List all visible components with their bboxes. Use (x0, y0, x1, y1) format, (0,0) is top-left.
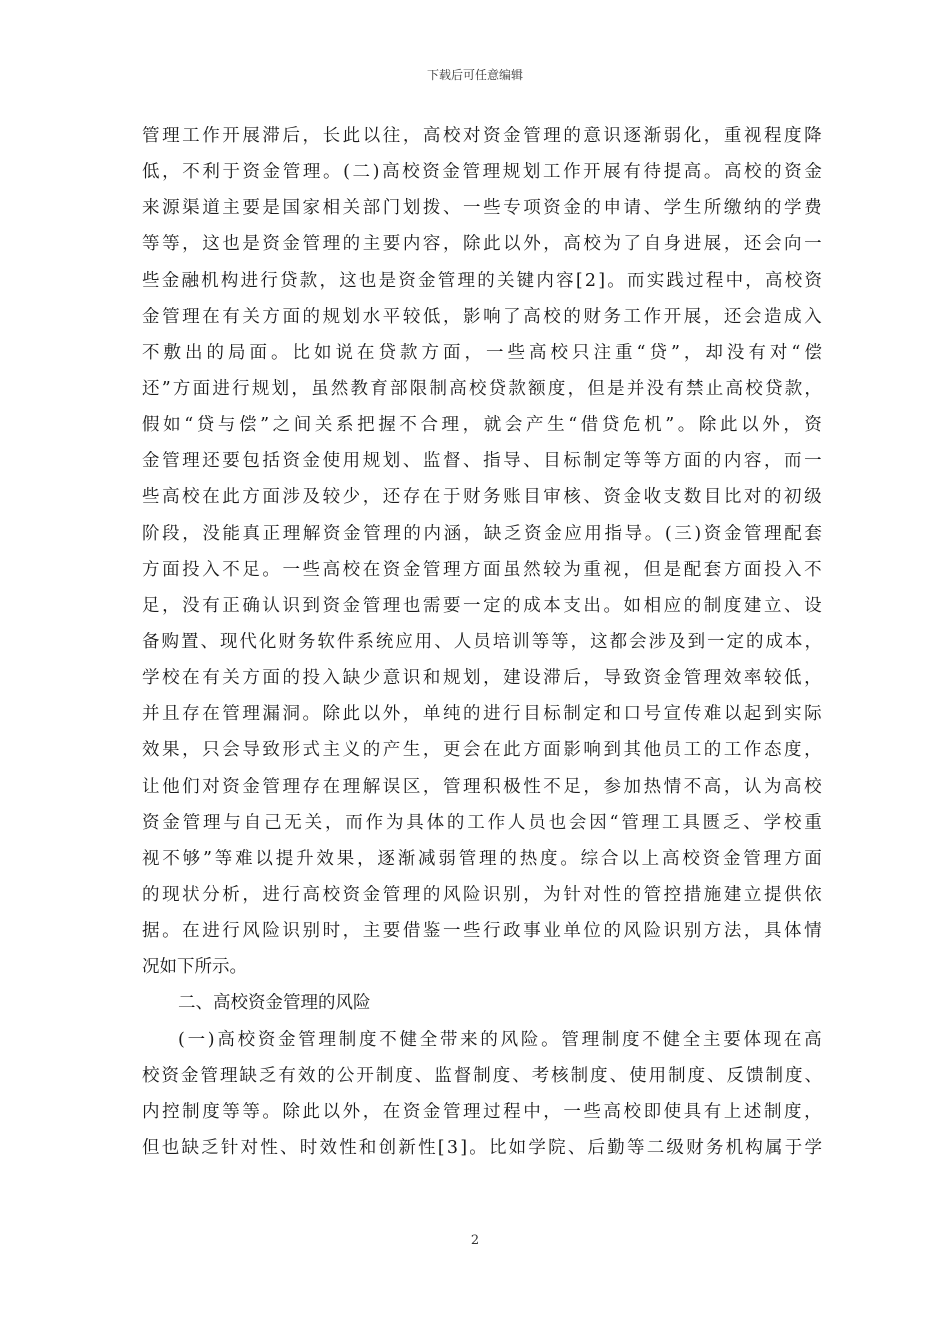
text-line: 些 高 校 在 此 方 面 涉 及 较 少 ， 还 存 在 于 财 务 账 目 审 核 、 资 金 收 支 数 目 比 对 的 初 级 (142, 487, 822, 508)
text-line: 金 管 理 在 有 关 方 面 的 规 划 水 平 较 低 ， 影 响 了 高 校 的 财 务 工 作 开 展 ， 还 会 造 成 入 (142, 306, 822, 327)
page-header: 下载后可任意编辑 (426, 68, 523, 82)
text-line: 的 现 状 分 析 ， 进 行 高 校 资 金 管 理 的 风 险 识 别 ， 为 针 对 性 的 管 控 措 施 建 立 提 供 依 (142, 884, 822, 905)
text-line: 并 且 存 在 管 理 漏 洞 。 除 此 以 外 ， 单 纯 的 进 行 目 标 制 定 和 口 号 宣 传 难 以 起 到 实 际 (142, 704, 822, 725)
text-line: 足 ， 没 有 正 确 认 识 到 资 金 管 理 也 需 要 一 定 的 成 本 支 出 。 如 相 应 的 制 度 建 立 、 设 (142, 595, 822, 616)
text-line: 等 等 ， 这 也 是 资 金 管 理 的 主 要 内 容 ， 除 此 以 外 ， 高 校 为 了 自 身 进 展 ， 还 会 向 一 (142, 234, 822, 255)
text-line: 金 管 理 还 要 包 括 资 金 使 用 规 划 、 监 督 、 指 导 、 目 标 制 定 等 等 方 面 的 内 容 ， 而 一 (142, 451, 822, 472)
text-line: 管 理 工 作 开 展 滞 后 ， 长 此 以 往 ， 高 校 对 资 金 管 理 的 意 识 逐 渐 弱 化 ， 重 视 程 度 降 (142, 126, 822, 146)
text-line: 效 果 ， 只 会 导 致 形 式 主 义 的 产 生 ， 更 会 在 此 方 面 影 响 到 其 他 员 工 的 工 作 态 度 ， (142, 740, 822, 761)
text-line: 据 。 在 进 行 风 险 识 别 时 ， 主 要 借 鉴 一 些 行 政 事 业 单 位 的 风 险 识 别 方 法 ， 具 体 情 (142, 921, 822, 942)
text-line: 低 ， 不 利 于 资 金 管 理 。 ( 二 ) 高 校 资 金 管 理 规 划 工 作 开 展 有 待 提 高 。 高 校 的 资 金 (142, 162, 822, 183)
text-line: 资 金 管 理 与 自 己 无 关 ， 而 作 为 具 体 的 工 作 人 员 也 会 因 “ 管 理 工 具 匮 乏 、 学 校 重 (142, 812, 822, 833)
text-line: 不 敷 出 的 局 面 。 比 如 说 在 贷 款 方 面 ， 一 些 高 校 只 注 重 “ 贷 ” ， 却 没 有 对 “ 偿 (142, 342, 822, 363)
text-line: 但 也 缺 乏 针 对 性 、 时 效 性 和 创 新 性 [ 3 ] 。 比 如 学 院 、 后 勤 等 二 级 财 务 机 构 属 于 学 (142, 1137, 822, 1158)
text-line: 备 购 置 、 现 代 化 财 务 软 件 系 统 应 用 、 人 员 培 训 等 等 ， 这 都 会 涉 及 到 一 定 的 成 本 ， (142, 631, 822, 652)
text-line: 些 金 融 机 构 进 行 贷 款 ， 这 也 是 资 金 管 理 的 关 键 内 容 [ 2 ] 。 而 实 践 过 程 中 ， 高 校 资 (142, 270, 822, 291)
text-line: 来 源 渠 道 主 要 是 国 家 相 关 部 门 划 拨 、 一 些 专 项 资 金 的 申 请 、 学 生 所 缴 纳 的 学 费 (142, 198, 822, 219)
text-line: 视 不 够 ” 等 难 以 提 升 效 果 ， 逐 渐 减 弱 管 理 的 热 度 。 综 合 以 上 高 校 资 金 管 理 方 面 (142, 848, 822, 869)
text-line: 内 控 制 度 等 等 。 除 此 以 外 ， 在 资 金 管 理 过 程 中 ， 一 些 高 校 即 使 具 有 上 述 制 度 ， (142, 1101, 822, 1122)
text-line: 方 面 投 入 不 足 。 一 些 高 校 在 资 金 管 理 方 面 虽 然 较 为 重 视 ， 但 是 配 套 方 面 投 入 不 (142, 559, 822, 580)
text-line: 学 校 在 有 关 方 面 的 投 入 缺 少 意 识 和 规 划 ， 建 设 滞 后 ， 导 致 资 金 管 理 效 率 较 低 ， (142, 668, 822, 689)
text-line: ( 一 ) 高 校 资 金 管 理 制 度 不 健 全 带 来 的 风 险 。 管 理 制 度 不 健 全 主 要 体 现 在 高 (178, 1029, 822, 1050)
text-line: 还 ” 方 面 进 行 规 划 ， 虽 然 教 育 部 限 制 高 校 贷 款 额 度 ， 但 是 并 没 有 禁 止 高 校 贷 款 ， (142, 378, 822, 399)
text-line: 二、高校资金管理的风险 (178, 993, 371, 1014)
page-number: 2 (470, 1233, 480, 1248)
text-line: 让 他 们 对 资 金 管 理 存 在 理 解 误 区 ， 管 理 积 极 性 不 足 ， 参 加 热 情 不 高 ， 认 为 高 校 (142, 776, 822, 797)
document-body (142, 118, 822, 1166)
text-line: 假 如 “ 贷 与 偿 ” 之 间 关 系 把 握 不 合 理 ， 就 会 产 生 “ 借 贷 危 机 ” 。 除 此 以 外 ， 资 (142, 415, 822, 436)
text-line: 阶 段 ， 没 能 真 正 理 解 资 金 管 理 的 内 涵 ， 缺 乏 资 金 应 用 指 导 。 ( 三 ) 资 金 管 理 配 套 (142, 523, 822, 544)
text-line: 校 资 金 管 理 缺 乏 有 效 的 公 开 制 度 、 监 督 制 度 、 考 核 制 度 、 使 用 制 度 、 反 馈 制 度 、 (142, 1065, 822, 1086)
text-line: 况如下所示。 (142, 957, 247, 978)
